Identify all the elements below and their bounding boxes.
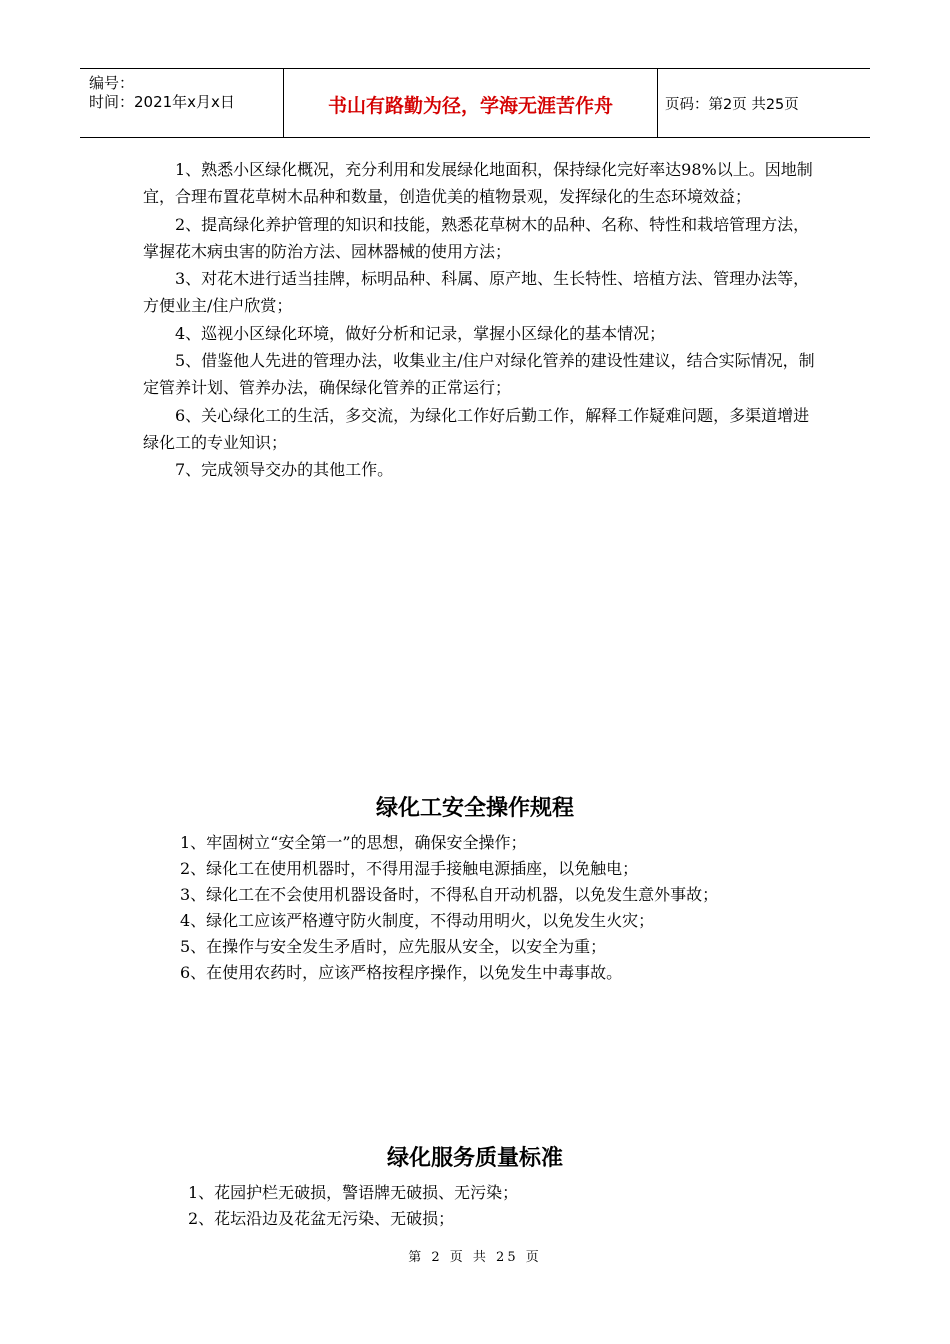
duties-section	[143, 156, 823, 484]
page-header	[80, 68, 870, 138]
page-footer: 第 2 页 共 25 页	[408, 1250, 542, 1265]
paragraph: 6、关心绿化工的生活，多交流，为绿化工作好后勤工作，解释工作疑难问题，多渠道增进绿化工的专业知识；	[143, 405, 810, 452]
list-item: 6、在使用农药时，应该严格按程序操作，以免发生中毒事故。	[180, 963, 623, 982]
quality-heading: 绿化服务质量标准	[386, 1146, 563, 1171]
paragraph: 7、完成领导交办的其他工作。	[175, 460, 394, 480]
list-item: 1、花园护栏无破损，警语牌无破损、无污染；	[188, 1183, 519, 1202]
list-item: 5、在操作与安全发生矛盾时，应先服从安全，以安全为重；	[180, 937, 607, 956]
list-item: 2、花坛沿边及花盆无污染、无破损；	[188, 1209, 455, 1228]
paragraph: 5、借鉴他人先进的管理办法，收集业主/住户对绿化管养的建设性建议，结合实际情况，制定管养计划、管养办法，确保绿化管养的正常运行；	[143, 351, 815, 398]
time-label: 时间：2021年x月x日	[89, 93, 235, 111]
paragraph: 3、对花木进行适当挂牌，标明品种、科属、原产地、生长特性、培植方法、管理办法等，方便业主/住户欣赏；	[143, 269, 810, 316]
number-label: 编号：	[89, 74, 135, 92]
header-divider	[657, 69, 658, 137]
header-motto: 书山有路勤为径，学海无涯苦作舟	[327, 95, 613, 117]
safety-list	[180, 830, 718, 986]
list-item: 3、绿化工在不会使用机器设备时，不得私自开动机器，以免发生意外事故；	[180, 885, 719, 904]
list-item: 4、绿化工应该严格遵守防火制度，不得动用明火，以免发生火灾；	[180, 911, 655, 930]
paragraph: 4、巡视小区绿化环境，做好分析和记录，掌握小区绿化的基本情况；	[175, 323, 666, 343]
paragraph: 2、提高绿化养护管理的知识和技能，熟悉花草树木的品种、名称、特性和栽培管理方法，掌握花木病虫害的防治方法、园林器械的使用方法；	[143, 214, 810, 261]
safety-heading: 绿化工安全操作规程	[375, 796, 574, 821]
header-meta-cell	[80, 69, 283, 137]
header-page-label: 页码：第2页 共25页	[665, 97, 799, 113]
paragraph: 1、熟悉小区绿化概况，充分利用和发展绿化地面积，保持绿化完好率达98%以上。因地制宜，合理布置花草树木品种和数量，创造优美的植物景观，发挥绿化的生态环境效益；	[143, 160, 813, 207]
list-item: 2、绿化工在使用机器时，不得用湿手接触电源插座，以免触电；	[180, 859, 639, 878]
list-item: 1、牢固树立“安全第一”的思想，确保安全操作；	[180, 833, 527, 852]
quality-list	[188, 1180, 518, 1232]
